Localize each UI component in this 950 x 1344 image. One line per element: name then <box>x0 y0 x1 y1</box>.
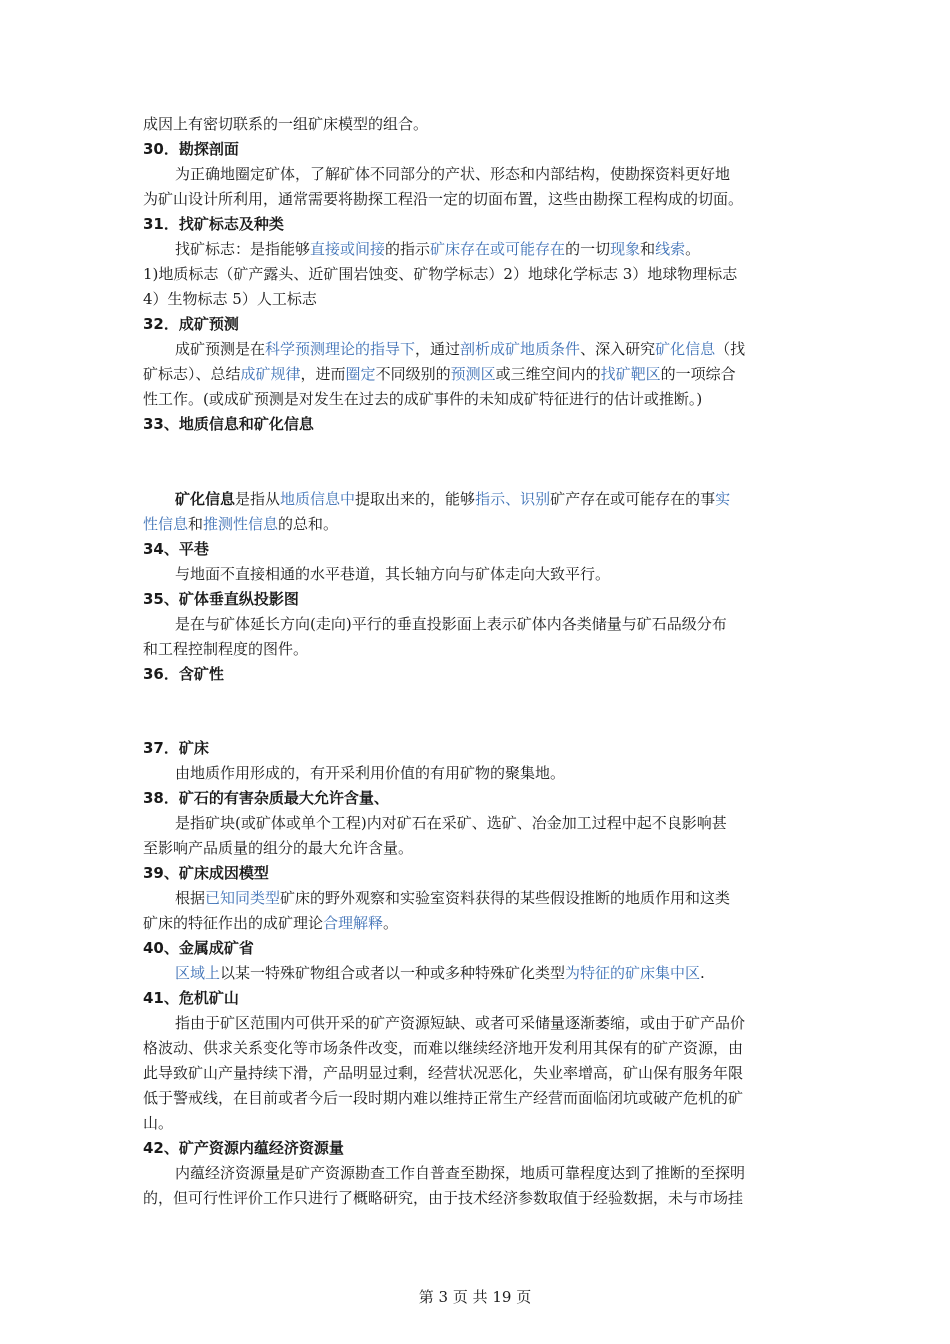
section-heading-40: 40、金属成矿省 <box>143 939 254 957</box>
text-run: 根据 <box>175 889 206 907</box>
highlighted-term: 找矿靶区 <box>600 365 661 383</box>
text-run: 、深入研究 <box>580 340 656 358</box>
paragraph-line: 4）生物标志 5）人工标志 <box>143 290 317 308</box>
text-run: 的一项综合 <box>660 365 736 383</box>
paragraph-line: 是在与矿体延长方向(走向)平行的垂直投影面上表示矿体内各类储量与矿石品级分布 <box>175 615 727 633</box>
highlighted-term: 线索 <box>655 240 686 258</box>
text-run: ，进而 <box>300 365 346 383</box>
paragraph-line: 的，但可行性评价工作只进行了概略研究，由于技术经济参数取值于经验数据，未与市场挂 <box>143 1189 744 1207</box>
paragraph-line: 是指矿块(或矿体或单个工程)内对矿石在采矿、选矿、冶金加工过程中起不良影响甚 <box>175 814 727 832</box>
text-run: 或三维空间内的 <box>495 365 601 383</box>
text-run: 不同级别的 <box>375 365 451 383</box>
highlighted-term: 矿床存在或可能存在 <box>430 240 566 258</box>
blank-space <box>143 687 811 736</box>
paragraph-line <box>143 961 811 986</box>
highlighted-term: 合理解释 <box>323 914 384 932</box>
document-body <box>143 112 811 1211</box>
text-run: 矿床的野外观察和实验室资料获得的某些假设推断的地质作用和这类 <box>280 889 731 907</box>
paragraph-line <box>143 512 811 537</box>
text-run: 以某一特殊矿物组合或者以一种或多种特殊矿化类型 <box>220 964 566 982</box>
text-run: （找 <box>715 340 746 358</box>
paragraph-line: 1)地质标志（矿产露头、近矿围岩蚀变、矿物学标志）2）地球化学标志 3）地球物理标志 <box>143 265 738 283</box>
paragraph-line: 性工作。(或成矿预测是对发生在过去的成矿事件的未知成矿特征进行的估计或推断。) <box>143 390 703 408</box>
paragraph-line <box>143 237 811 262</box>
highlighted-term: 成矿规律 <box>240 365 301 383</box>
paragraph-line <box>143 337 811 362</box>
paragraph-line <box>143 487 811 512</box>
paragraph-line: 内蕴经济资源量是矿产资源勘查工作自普查至勘探，地质可靠程度达到了推断的至探明 <box>175 1164 746 1182</box>
section-heading-37: 37．矿床 <box>143 739 209 757</box>
text-run: 。 <box>383 914 399 932</box>
highlighted-term: 地质信息中 <box>280 490 356 508</box>
paragraph-line: 至影响产品质量的组分的最大允许含量。 <box>143 839 414 857</box>
highlighted-term: 圈定 <box>345 365 376 383</box>
paragraph-line: 此导致矿山产量持续下滑，产品明显过剩，经营状况恶化，失业率增高，矿山保有服务年限 <box>143 1064 744 1082</box>
highlighted-term: 矿化信息 <box>655 340 716 358</box>
text-run: 的一切 <box>565 240 611 258</box>
text-run: 提取出来的，能够 <box>355 490 476 508</box>
paragraph-line: 山。 <box>143 1114 174 1132</box>
highlighted-term: 科学预测理论的指导下 <box>265 340 416 358</box>
text-run: ，通过 <box>415 340 461 358</box>
highlighted-term: 剖析成矿地质条件 <box>460 340 581 358</box>
section-heading-34: 34、平巷 <box>143 540 209 558</box>
text-run: 是指从 <box>235 490 281 508</box>
bold-term: 矿化信息 <box>175 490 236 508</box>
paragraph-line: 为正确地圈定矿体，了解矿体不同部分的产状、形态和内部结构，使勘探资料更好地 <box>175 165 731 183</box>
paragraph-line <box>143 886 811 911</box>
text-run: 矿产存在或可能存在的事 <box>550 490 716 508</box>
text-run: 和 <box>640 240 656 258</box>
text-run: 的指示 <box>385 240 431 258</box>
text-run: 矿床的特征作出的成矿理论 <box>143 914 324 932</box>
section-heading-42: 42、矿产资源内蕴经济资源量 <box>143 1139 344 1157</box>
highlighted-term: 区域上 <box>175 964 221 982</box>
section-heading-41: 41、危机矿山 <box>143 989 239 1007</box>
text-run: 矿标志）、总结 <box>143 365 241 383</box>
blank-space <box>143 437 811 487</box>
section-heading-39: 39、矿床成因模型 <box>143 864 269 882</box>
paragraph-line <box>143 362 811 387</box>
section-heading-31: 31．找矿标志及种类 <box>143 215 284 233</box>
page-number-footer: 第 3 页 共 19 页 <box>418 1288 532 1306</box>
section-heading-38: 38．矿石的有害杂质最大允许含量、 <box>143 789 389 807</box>
highlighted-term: 性信息 <box>143 515 189 533</box>
text-run: 。 <box>685 240 701 258</box>
text-run: 和 <box>188 515 204 533</box>
highlighted-term: 现象 <box>610 240 641 258</box>
section-heading-33: 33、地质信息和矿化信息 <box>143 415 314 433</box>
paragraph-line: 与地面不直接相通的水平巷道，其长轴方向与矿体走向大致平行。 <box>175 565 611 583</box>
paragraph-line: 成因上有密切联系的一组矿床模型的组合。 <box>143 115 429 133</box>
paragraph-line: 和工程控制程度的图件。 <box>143 640 309 658</box>
text-run: . <box>700 964 705 982</box>
highlighted-term: 为特征的矿床集中区 <box>565 964 701 982</box>
highlighted-term: 直接或间接 <box>310 240 386 258</box>
section-heading-32: 32．成矿预测 <box>143 315 239 333</box>
highlighted-term: 推测性信息 <box>203 515 279 533</box>
highlighted-term: 实 <box>715 490 731 508</box>
highlighted-term: 指示、识别 <box>475 490 551 508</box>
paragraph-line: 格波动、供求关系变化等市场条件改变，而难以继续经济地开发利用其保有的矿产资源，由 <box>143 1039 744 1057</box>
paragraph-line: 为矿山设计所利用，通常需要将勘探工程沿一定的切面布置，这些由勘探工程构成的切面。 <box>143 190 744 208</box>
section-heading-30: 30．勘探剖面 <box>143 140 239 158</box>
text-run: 的总和。 <box>278 515 339 533</box>
paragraph-line <box>143 911 811 936</box>
highlighted-term: 已知同类型 <box>205 889 281 907</box>
paragraph-line: 指由于矿区范围内可供开采的矿产资源短缺、或者可采储量逐渐萎缩，或由于矿产品价 <box>175 1014 746 1032</box>
text-run: 找矿标志：是指能够 <box>175 240 311 258</box>
section-heading-36: 36．含矿性 <box>143 665 224 683</box>
paragraph-line: 由地质作用形成的，有开采利用价值的有用矿物的聚集地。 <box>175 764 566 782</box>
section-heading-35: 35、矿体垂直纵投影图 <box>143 590 299 608</box>
highlighted-term: 预测区 <box>450 365 496 383</box>
paragraph-line: 低于警戒线，在目前或者今后一段时期内难以维持正常生产经营而面临闭坑或破产危机的矿 <box>143 1089 744 1107</box>
text-run: 成矿预测是在 <box>175 340 266 358</box>
